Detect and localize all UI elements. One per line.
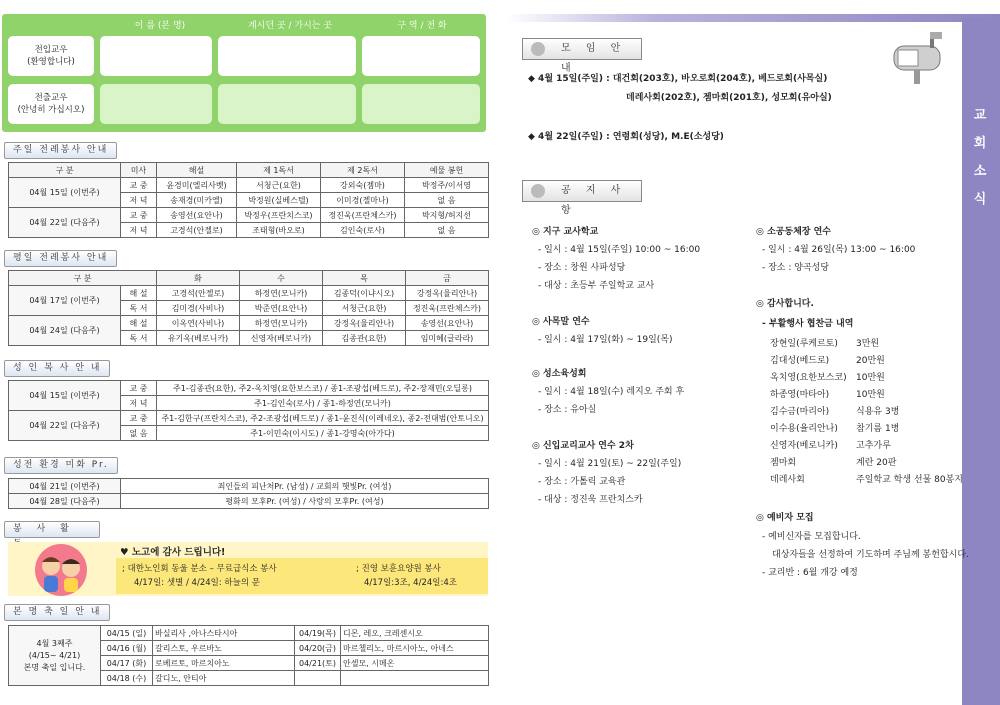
table-row: 04월 22일 (다음주) 교 중 주1-김한구(프란치스코), 주2-조광섭(베드로) / 종1-윤진식(이레네오), 종2-전대범(안토니오) — [9, 411, 489, 426]
table-row: 04월 22일 (다음주) 교 중 송영선(요안나) 박정우(프란치스코) 정진욱(프란체스카) 박지형/허지선 — [9, 208, 489, 223]
newcomer-box — [2, 14, 486, 132]
header-district: 구 역 / 전 화 — [397, 21, 447, 31]
thanks-title: ◎ 감사합니다. — [756, 299, 814, 309]
notice-title-2: ◎ 사목말 연수 — [532, 317, 590, 327]
notice-line: - 일시 : 4월 18일(수) 레지오 주회 후 — [538, 387, 685, 397]
donor-gift: 주일학교 학생 선물 80봉지 — [856, 475, 963, 485]
notice-line: - 일시 : 4월 17일(화) ~ 19일(목) — [538, 335, 673, 345]
donor-name: 하종영(마타아) — [770, 390, 830, 400]
right-column — [506, 0, 1000, 705]
transfer-out-name[interactable] — [100, 84, 212, 124]
table-row: 구 분 미사 해설 제 1독서 제 2독서 예물 봉헌 — [9, 163, 489, 178]
donor-name: 김수금(마리아) — [770, 407, 830, 417]
notice-line: - 교리반 : 6월 개강 예정 — [762, 568, 858, 578]
donor-gift: 계란 20판 — [856, 458, 897, 468]
table-row: 04월 15일 (이번주) 교 중 주1-김종관(요한), 주2-옥치영(요한보스코) / 종1-조광섭(베드로), 주2-장재민(오딜롱) — [9, 381, 489, 396]
header-place: 계시던 곳 / 가시는 곳 — [247, 21, 333, 31]
sidebar-title: 교 회 소 식 — [973, 108, 987, 207]
header-name: 이 름 (본 명) — [134, 21, 186, 31]
service-item2-title: ; 진영 보훈요양원 봉사 — [356, 564, 441, 574]
donor-gift: 참기름 1병 — [856, 424, 900, 434]
feast-week: 4월 3째주 (4/15~ 4/21) 본명 축일 입니다. — [9, 626, 101, 686]
service-banner — [8, 542, 488, 596]
donor-name: 장현일(루케르토) — [770, 339, 838, 349]
donor-gift: 10만원 — [856, 373, 885, 383]
thanks-subtitle: - 부활행사 협찬금 내역 — [762, 319, 854, 329]
environment-table — [8, 478, 489, 509]
feast-table — [8, 625, 489, 686]
donor-name: 데레사회 — [770, 475, 805, 485]
meeting-line2: 데레사회(202호), 젬마회(201호), 성모회(유아실) — [626, 93, 832, 103]
notice-title-3: ◎ 성소육성회 — [532, 369, 587, 379]
weekday-liturgy-table — [8, 270, 489, 346]
donor-name: 이수용(율리안나) — [770, 424, 838, 434]
sunday-liturgy-table — [8, 162, 489, 238]
transfer-in-district[interactable] — [362, 36, 480, 76]
transfer-in-name[interactable] — [100, 36, 212, 76]
table-row: 04/18 (수) 갈디노, 안티아 — [9, 671, 489, 686]
sunday-liturgy-tag: 주일 전례봉사 안내 — [4, 142, 117, 159]
environment-tag: 성전 환경 미화 Pr. — [4, 457, 118, 474]
sidebar-band — [962, 18, 1000, 705]
meeting-line1: ◆ 4월 15일(주일) : 대건회(203호), 바오로회(204호), 베드로회(사목실) — [528, 74, 828, 84]
table-row: 04월 28일 (다음주) 평화의 모후Pr. (여성) / 사랑의 모후Pr. (여성) — [9, 494, 489, 509]
table-row: 04/16 (월) 갈리스토, 우르바노 04/20(금) 마르첼리노, 마르시아노, 아네스 — [9, 641, 489, 656]
notice-line: 대상자들을 선정하여 기도하며 주님께 봉헌합시다. — [772, 550, 969, 560]
transfer-in-place[interactable] — [218, 36, 356, 76]
service-item1-detail: 4/17일: 셋별 / 4/24일: 하늘의 문 — [134, 578, 260, 588]
notice-line: - 일시 : 4월 26일(목) 13:00 ~ 16:00 — [762, 245, 916, 255]
table-row: 저 녁 주1-김인숙(로사) / 종1-하정연(모니카) — [9, 396, 489, 411]
donor-gift: 식용유 3병 — [856, 407, 900, 417]
donor-gift: 고추가루 — [856, 441, 891, 451]
table-row: 구 분 화 수 목 금 — [9, 271, 489, 286]
notice-title-5: ◎ 소공동체장 연수 — [756, 227, 831, 237]
transfer-out-place[interactable] — [218, 84, 356, 124]
donor-name: 신영자(베로니카) — [770, 441, 838, 451]
altar-server-table — [8, 380, 489, 441]
table-row: 저 녁 송재경(미카엘) 박정원(실베스텔) 이미경(젤마나) 없 음 — [9, 193, 489, 208]
notice-line: - 장소 : 가톨릭 교육관 — [538, 477, 626, 487]
notice-line: - 대상 : 초등부 주일학교 교사 — [538, 281, 655, 291]
notice-line: - 일시 : 4월 15일(주일) 10:00 ~ 16:00 — [538, 245, 701, 255]
person-icon — [531, 184, 545, 198]
couple-illustration — [26, 540, 96, 598]
donor-gift: 3만원 — [856, 339, 880, 349]
service-item1-title: ; 대한노인회 동울 분소 – 무료급식소 봉사 — [122, 564, 277, 574]
table-row: 독 서 유기옥(베로니카) 신영자(베로니카) 김종관(요한) 임미혜(글라라) — [9, 331, 489, 346]
donor-name: 젬마회 — [770, 458, 797, 468]
notice-title-4: ◎ 신입교리교사 연수 2차 — [532, 441, 634, 451]
prep-title: ◎ 예비자 모집 — [756, 513, 814, 523]
altar-server-tag: 성 인 복 사 안 내 — [4, 360, 110, 377]
donor-gift: 10만원 — [856, 390, 885, 400]
table-row: 04월 15일 (이번주) 교 중 윤경미(엘리사벳) 서청근(요한) 강외숙(젬마) 박정주/이서영 — [9, 178, 489, 193]
service-tag: 봉 사 활 — [4, 521, 100, 538]
header-stripe — [506, 14, 1000, 22]
table-row: 4월 3째주 (4/15~ 4/21) 본명 축일 입니다. 04/15 (일) 바실리사 ,아나스타시아 04/19(목) 디몬, 레오, 크레센시오 — [9, 626, 489, 641]
notice-line: - 일시 : 4월 21일(토) ~ 22일(주일) — [538, 459, 682, 469]
weekday-liturgy-tag: 평일 전례봉사 안내 — [4, 250, 117, 267]
person-icon — [531, 42, 545, 56]
notice-line: - 대상 : 정진욱 프란치스카 — [538, 495, 643, 505]
transfer-out-district[interactable] — [362, 84, 480, 124]
table-row: 저 녁 고경석(안젤로) 조태형(바오로) 김인숙(로사) 없 음 — [9, 223, 489, 238]
table-row: 없 음 주1-이민숙(이시도) / 종1-강명숙(아가다) — [9, 426, 489, 441]
donor-name: 김대성(베드로) — [770, 356, 830, 366]
notice-line: - 예비신자를 모집합니다. — [762, 532, 861, 542]
transfer-in-label: 전입교우 (환영합니다) — [8, 36, 94, 76]
notice-line: - 장소 : 창원 사파성당 — [538, 263, 626, 273]
heart-icon: ♥ — [120, 547, 129, 558]
meeting-tag: 모 임 안 내 — [522, 38, 642, 60]
table-row: 04월 24일 (다음주) 해 설 이옥연(사비나) 하정연(모니카) 강정옥(율리안나) 송영선(요안나) — [9, 316, 489, 331]
table-row: 04월 21일 (이번주) 죄인들의 피난처Pr. (남성) / 교회의 햇빛Pr. (여성) — [9, 479, 489, 494]
thanks-message: ♥ 노고에 감사 드립니다! — [120, 547, 226, 558]
table-row: 04월 17일 (이번주) 해 설 고경석(안젤로) 하정연(모니카) 김종덕(이냐시오) 강정옥(율리안나) — [9, 286, 489, 301]
notice-line: - 장소 : 양곡성당 — [762, 263, 830, 273]
donor-gift: 20만원 — [856, 356, 885, 366]
meeting-line3: ◆ 4월 22일(주일) : 연령회(성당), M.E(소성당) — [528, 132, 724, 142]
feast-tag: 본 명 축 일 안 내 — [4, 604, 110, 621]
transfer-out-label: 전출교우 (안녕히 가십시오) — [8, 84, 94, 124]
notice-line: - 장소 : 유아실 — [538, 405, 597, 415]
table-row: 04/17 (화) 로베르토, 마르치아노 04/21(토) 안셀모, 시메온 — [9, 656, 489, 671]
table-row: 독 서 김미경(사비나) 박준연(요안나) 서청근(요한) 정진욱(프란체스카) — [9, 301, 489, 316]
donor-name: 옥치영(요한보스코) — [770, 373, 847, 383]
notice-tag: 공 지 사 항 — [522, 180, 642, 202]
notice-title-1: ◎ 지구 교사학교 — [532, 227, 599, 237]
mailbox-icon — [884, 24, 954, 86]
service-item2-detail: 4/17일:3조, 4/24일:4조 — [364, 578, 457, 588]
